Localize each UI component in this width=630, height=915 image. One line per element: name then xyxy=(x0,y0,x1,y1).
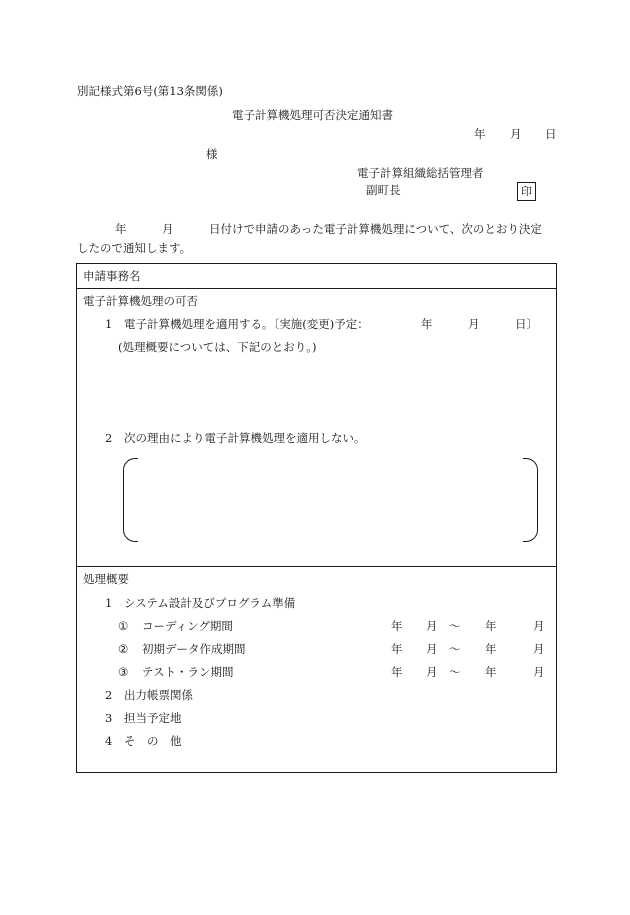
document-title: 電子計算機処理可否決定通知書 xyxy=(232,108,393,122)
application-name-label: 申請事務名 xyxy=(83,269,141,283)
sub-item-label: 初期データ作成期間 xyxy=(142,642,246,656)
seal-stamp: 印 xyxy=(517,182,536,201)
period-end-year: 年 xyxy=(485,665,497,679)
option1-number: 1 xyxy=(105,317,113,331)
intro-year-label: 年 xyxy=(115,222,127,236)
item-label: 出力帳票関係 xyxy=(124,688,193,702)
item-number: 2 xyxy=(105,688,113,702)
period-end-month: 月 xyxy=(533,642,545,656)
intro-month-label: 月 xyxy=(162,222,174,236)
row-divider-2 xyxy=(77,566,556,567)
option1-year-label: 年 xyxy=(421,317,433,331)
sender-name: 副町長 xyxy=(366,183,401,197)
period-end-month: 月 xyxy=(533,619,545,633)
period-start-month: 月 xyxy=(426,619,438,633)
sub-item-marker: ② xyxy=(118,642,129,656)
application-form-table xyxy=(76,263,557,773)
sub-item-label: テスト・ラン期間 xyxy=(142,665,234,679)
date-year-label: 年 xyxy=(474,127,486,141)
sender-position: 電子計算組織総括管理者 xyxy=(357,166,484,180)
period-tilde: ～ xyxy=(449,619,461,633)
decision-label: 電子計算機処理の可否 xyxy=(83,294,198,308)
period-start-year: 年 xyxy=(391,665,403,679)
overview-label: 処理概要 xyxy=(83,572,129,586)
sub-item-marker: ① xyxy=(118,619,129,633)
item-number: 4 xyxy=(105,734,113,748)
option2-number: 2 xyxy=(105,431,113,445)
reason-bracket-left xyxy=(123,458,138,542)
option1-note: (処理概要については、下記のとおり。) xyxy=(118,340,317,354)
item-label: 担当予定地 xyxy=(124,711,182,725)
form-number: 別記様式第6号(第13条関係) xyxy=(77,84,223,98)
intro-line1: 日付けで申請のあった電子計算機処理について、次のとおり決定 xyxy=(209,222,542,236)
item-number: 3 xyxy=(105,711,113,725)
option1-month-label: 月 xyxy=(468,317,480,331)
period-tilde: ～ xyxy=(449,665,461,679)
sub-item-label: コーディング期間 xyxy=(142,619,233,633)
item-label: システム設計及びプログラム準備 xyxy=(124,596,296,610)
intro-line2: したので通知します。 xyxy=(77,241,192,255)
period-start-year: 年 xyxy=(391,619,403,633)
period-end-month: 月 xyxy=(533,665,545,679)
period-tilde: ～ xyxy=(449,642,461,656)
addressee-suffix: 様 xyxy=(206,147,218,161)
option1-text: 電子計算機処理を適用する。〔実施(変更)予定： xyxy=(124,317,369,331)
row-divider-1 xyxy=(77,288,556,289)
option1-day-label: 日〕 xyxy=(515,317,538,331)
period-end-year: 年 xyxy=(485,619,497,633)
option2-text: 次の理由により電子計算機処理を適用しない。 xyxy=(124,431,366,445)
item-label: そ の 他 xyxy=(124,734,182,748)
period-start-month: 月 xyxy=(426,665,438,679)
reason-bracket-right xyxy=(523,458,538,542)
sub-item-marker: ③ xyxy=(118,665,129,679)
date-month-label: 月 xyxy=(510,127,522,141)
period-start-month: 月 xyxy=(426,642,438,656)
date-day-label: 日 xyxy=(545,127,557,141)
period-end-year: 年 xyxy=(485,642,497,656)
period-start-year: 年 xyxy=(391,642,403,656)
item-number: 1 xyxy=(105,596,113,610)
